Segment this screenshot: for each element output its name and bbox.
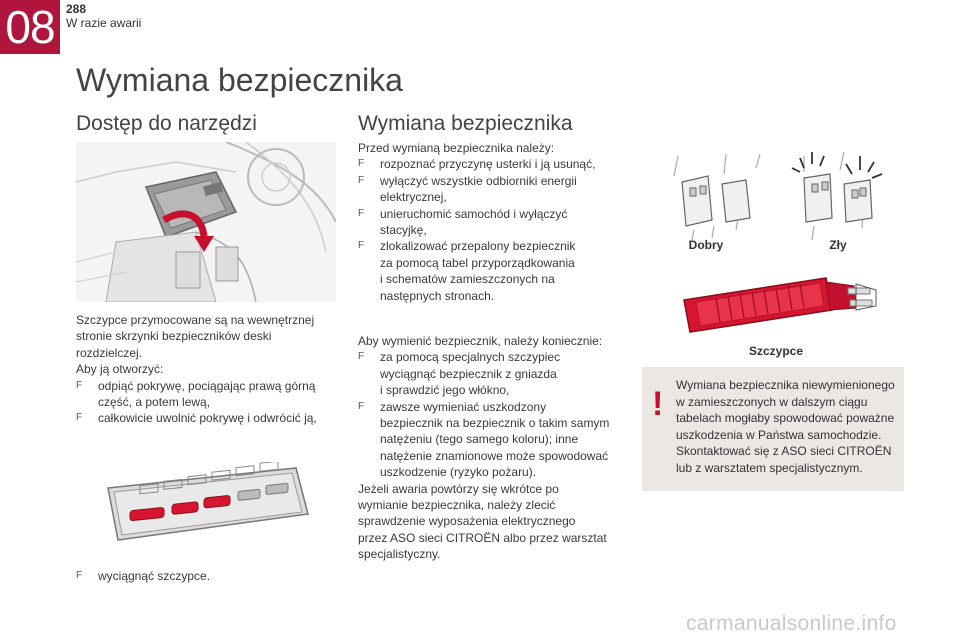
text-line: rozdzielczej. [76,345,143,360]
text-line: Szczypce przymocowane są na wewnętrznej [76,313,315,327]
fuse-bad-label: Zły [829,238,847,252]
text-line: całkowicie uwolnić pokrywę i odwrócić ją, [98,411,317,426]
text-line: wyciągnąć szczypce. [98,569,211,583]
bullet-item [358,238,628,304]
text-line: wyłączyć wszystkie odbiorniki energii [380,173,577,188]
text-line: uszkodzenie (ryzyko pożaru). [380,465,537,480]
text-line: Aby wymienić bezpiecznik, należy koniecznie: [358,334,603,348]
fuse-good-label: Dobry [688,238,724,252]
fusebox-cover-illustration [100,462,312,544]
text-line: rozpoznać przyczynę usterki i ją usunąć, [380,157,596,172]
tool-access-intro [76,312,346,427]
text-line: wyciągnąć bezpiecznik z gniazda [380,366,557,381]
text-line: i sprawdzić jego włókno, [380,383,510,398]
text-line: tabelach mogłaby spowodować poważne [676,411,895,426]
bullet-marker: F [358,174,365,186]
warning-icon: ! [652,385,664,423]
text-line: za pomocą specjalnych szczypiec [380,350,561,365]
heading-tool-access: Dostęp do narzędzi [76,112,257,135]
text-line: unieruchomić samochód i wyłączyć [380,206,568,221]
bullet-item [358,206,628,239]
fuse-pliers-illustration [676,270,886,340]
before-replacement-list [358,140,628,304]
text-line: odpiąć pokrywę, pociągając prawą górną [98,378,316,393]
pliers-label: Szczypce [748,344,804,358]
bullet-item [358,156,628,172]
text-line: następnych stronach. [380,288,495,303]
text-line: wymianie bezpiecznika, należy zlecić [358,498,556,513]
text-line: lub z warsztatem specjalistycznym. [676,460,863,475]
bullet-item-pull-tool [76,568,358,584]
bullet-marker: F [358,207,365,219]
bullet-item [76,378,346,411]
text-line: Aby ją otworzyć: [76,362,164,377]
page-title: Wymiana bezpiecznika [76,62,403,98]
text-line: w zamieszczonych w dalszym ciągu [676,394,868,409]
bullet-item [76,410,346,426]
text-line: stacyjkę, [380,223,427,238]
fuse-comparison-illustration [664,148,904,240]
text-line: bezpiecznik na bezpiecznik o takim samym [380,416,610,431]
text-line: przez ASO sieci CITROËN albo przez warsztat [358,530,607,545]
dashboard-fusebox-illustration [76,142,336,302]
warning-text [676,377,898,477]
text-line: Wymiana bezpiecznika niewymienionego [676,378,895,392]
text-line: Skontaktować się z ASO sieci CITROËN [676,444,892,459]
text-line: specjalistyczny. [358,547,441,562]
bullet-item [358,349,630,398]
text-line: zawsze wymieniać uszkodzony [380,399,547,414]
text-line: zlokalizować przepalony bezpiecznik [380,239,576,254]
replacement-instructions [358,333,630,563]
text-line: Jeżeli awaria powtórzy się wkrótce po [358,481,559,496]
page-number: 288 [66,2,87,16]
bullet-item [358,173,628,206]
section-title: W razie awarii [66,16,142,30]
text-line: za pomocą tabel przyporządkowania [380,255,575,270]
text-line: i schematów zamieszczonych na [380,272,555,287]
watermark: carmanualsonline.info [686,612,897,635]
text-line: natężeniu (tego samego koloru); inne [380,432,579,447]
bullet-marker: F [358,400,365,412]
text-line: część, a potem lewą, [98,395,211,410]
bullet-marker: F [358,351,365,363]
bullet-marker: F [76,412,83,424]
text-line: uszkodzenia w Państwa samochodzie. [676,427,882,442]
bullet-item [358,399,630,481]
bullet-marker: F [76,570,83,581]
chapter-tab: 08 [0,0,60,54]
text-line: sprawdzenie wyposażenia elektrycznego [358,514,576,529]
heading-fuse-replacement: Wymiana bezpiecznika [358,112,573,135]
text-line: natężenie znamionowe może spowodować [380,448,609,463]
text-line: Przed wymianą bezpiecznika należy: [358,141,555,155]
text-line: stronie skrzynki bezpieczników deski [76,329,272,344]
text-line: elektrycznej, [380,190,447,205]
bullet-marker: F [358,158,365,170]
bullet-marker: F [76,379,83,391]
warning-box [642,367,904,491]
bullet-marker: F [358,240,365,252]
